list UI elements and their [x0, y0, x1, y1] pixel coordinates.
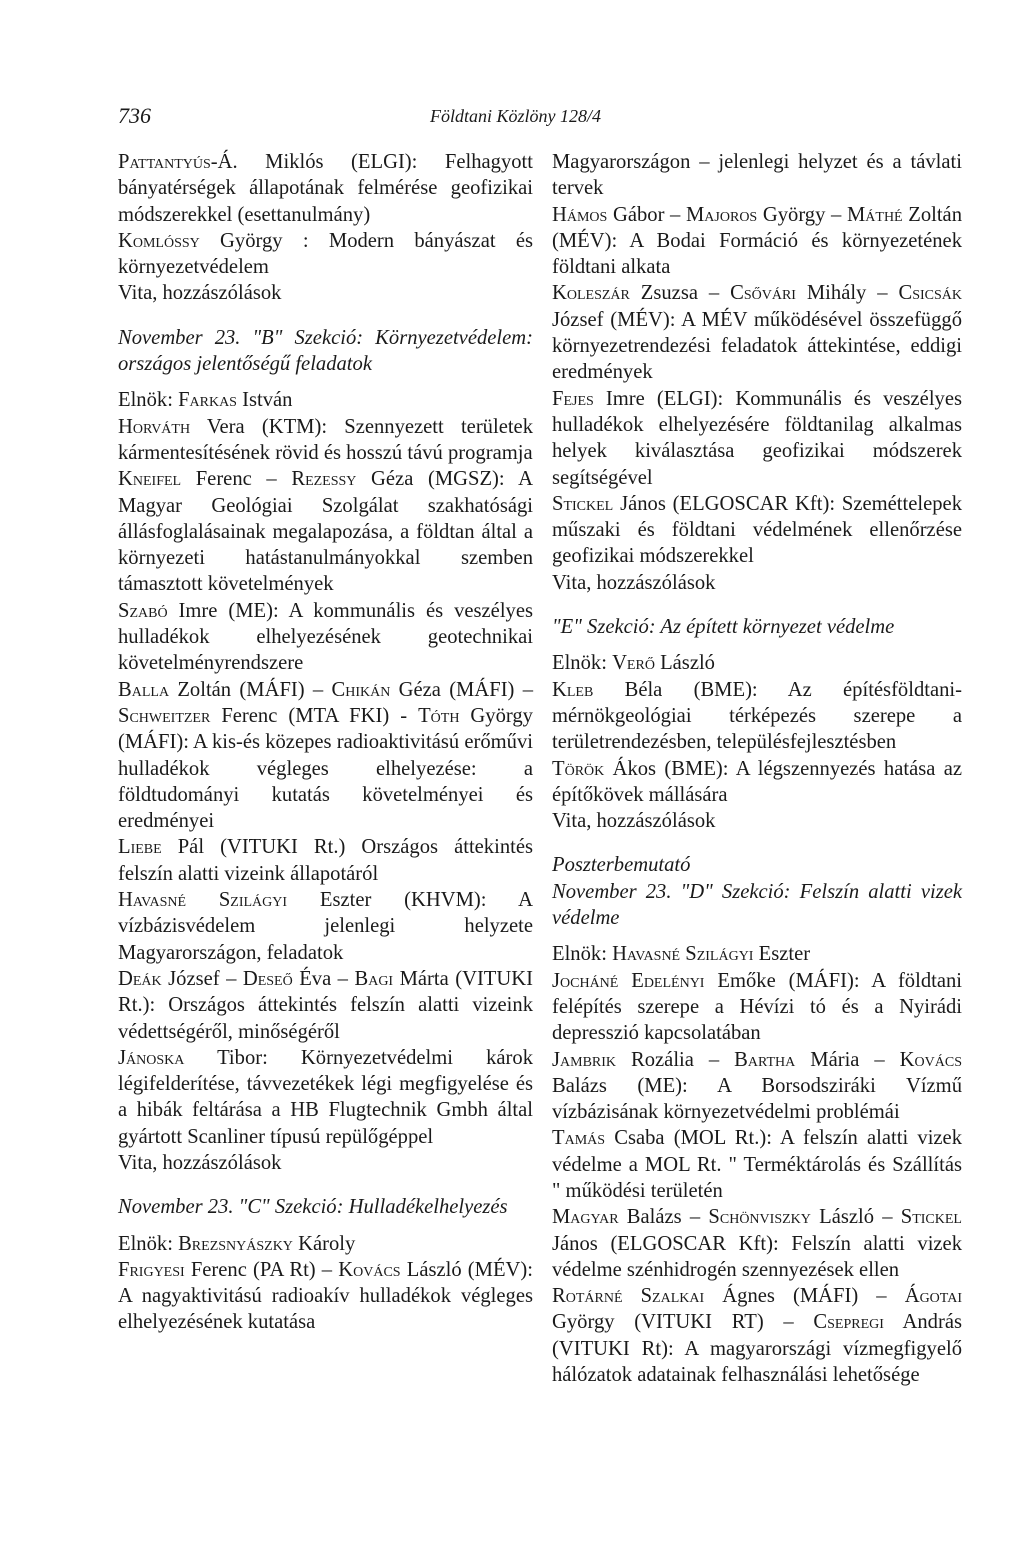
- left-chair: Elnök: Brezsnyászky Károly: [118, 1232, 356, 1255]
- right-entry: Kleb Béla (BME): Az építésföldtani-mérnökgeológiai térképezés szerepe a területrendezésben, településfejlesztésben: [552, 678, 962, 754]
- left-entry: Jánoska Tibor: Környezetvédelmi károk légifelderítése, távvezetékek légi megfigyelése és a hibák feltárása a HB Flugtechnik Gmbh által gyártott Scanliner típusú repülőgéppel: [118, 1046, 533, 1148]
- left-section-heading: November 23. "C" Szekció: Hulladékelhelyezés: [118, 1196, 508, 1219]
- right-chair: Elnök: Havasné Szilágyi Eszter: [552, 943, 811, 966]
- right-chair: Elnök: Verő László: [552, 652, 715, 675]
- page-number: 736: [118, 103, 151, 128]
- right-entry: Jocháné Edelényi Emőke (MÁFI): A földtani felépítés szerepe a Hévízi tó és a Nyirádi depresszió kapcsolatában: [552, 969, 962, 1045]
- left-entry: Balla Zoltán (MÁFI) – Chikán Géza (MÁFI) – Schweitzer Ferenc (MTA FKI) - Tóth György (MÁFI): A kis-és közepes radioaktivitású erőművi hulladékok végleges elhelyezése: a földtudományi kutatás követelményei és eredményei: [118, 678, 533, 833]
- right-entry: Fejes Imre (ELGI): Kommunális és veszélyes hulladékok elhelyezésére földtanilag alkalmas helyek kiválasztása geofizikai módszerek segítségével: [552, 387, 962, 489]
- right-entry: Tamás Csaba (MOL Rt.): A felszín alatti vizek védelme a MOL Rt. " Terméktárolás és Szállítás " működési területén: [552, 1127, 962, 1202]
- left-entry: Horváth Vera (KTM): Szennyezett területek kármentesítésének rövid és hosszú távú programja: [118, 415, 533, 464]
- right-entry: Stickel János (ELGOSCAR Kft): Szeméttelepek műszaki és földtani védelmének ellenőrzése geofizikai módszerekkel: [552, 492, 962, 568]
- left-entry: Pattantyús-Á. Miklós (ELGI): Felhagyott bányatérségek állapotának felmérése geofizikai módszerekkel (esettanulmány): [118, 151, 533, 226]
- right-entry: Török Ákos (BME): A légszennyezés hatása az építőkövek mállására: [552, 757, 962, 806]
- left-entry: Kneifel Ferenc – Rezessy Géza (MGSZ): A Magyar Geológiai Szolgálat szakhatósági állásfoglalásainak megalapozása, a földtan által a környezeti hatástanulmányokkal szemben támasztott követelmények: [118, 468, 533, 596]
- left-entry: Havasné Szilágyi Eszter (KHVM): A vízbázisvédelem jelenlegi helyzete Magyarországon, feladatok: [118, 889, 534, 964]
- right-entry: Vita, hozzászólások: [552, 810, 716, 833]
- right-entry: Jambrik Rozália – Bartha Mária – Kovács Balázs (ME): A Borsodsziráki Vízmű vízbázisának környezetvédelmi problémái: [552, 1048, 962, 1124]
- left-entry: Vita, hozzászólások: [118, 1151, 282, 1174]
- left-entry: Komlóssy György : Modern bányászat és környezetvédelem: [118, 229, 533, 279]
- right-section-heading: Poszterbemutató November 23. "D" Szekció: Felszín alatti vizek védelme: [552, 854, 962, 930]
- right-entry: Magyarországon – jelenlegi helyzet és a távlati tervek: [552, 151, 962, 200]
- right-entry: Rotárné Szalkai Ágnes (MÁFI) – Ágotai György (VITUKI RT) – Csepregi András (VITUKI Rt): A magyarországi vízmegfigyelő hálózatok adatainak felhasználási lehetősége: [552, 1285, 962, 1387]
- left-entry: Liebe Pál (VITUKI Rt.) Országos áttekintés felszín alatti vizeink állapotáról: [118, 836, 533, 885]
- right-section-heading: "E" Szekció: Az épített környezet védelme: [552, 616, 895, 639]
- running-header: Földtani Közlöny 128/4: [430, 106, 601, 126]
- left-section-heading: November 23. "B" Szekció: Környezetvédelem: országos jelentőségű feladatok: [118, 326, 533, 376]
- left-entry: Deák József – Deseő Éva – Bagi Márta (VITUKI Rt.): Országos áttekintés felszín alatti vizeink védettségéről, minőségéről: [118, 967, 533, 1043]
- left-chair: Elnök: Farkas István: [118, 389, 293, 412]
- right-entry: Vita, hozzászólások: [552, 571, 716, 594]
- right-entry: Magyar Balázs – Schönviszky László – Stickel János (ELGOSCAR Kft): Felszín alatti vizek védelme szénhidrogén szennyezések ellen: [552, 1206, 962, 1281]
- right-column: [552, 149, 962, 1388]
- left-column: [118, 149, 533, 1336]
- right-entry: Koleszár Zsuzsa – Csővári Mihály – Csicsák József (MÉV): A MÉV működésével összefüggő környezetrendezési feladatok áttekintése, eddigi eredmények: [552, 282, 962, 384]
- left-entry: Szabó Imre (ME): A kommunális és veszélyes hulladékok elhelyezésének geotechnikai követelményrendszere: [118, 599, 533, 675]
- right-entry: Hámos Gábor – Majoros György – Máthé Zoltán (MÉV): A Bodai Formáció és környezetének földtani alkata: [552, 203, 962, 279]
- left-entry: Frigyesi Ferenc (PA Rt) – Kovács László (MÉV): A nagyaktivitású radioakív hulladékok végleges elhelyezésének kutatása: [118, 1258, 533, 1334]
- left-entry: Vita, hozzászólások: [118, 282, 282, 305]
